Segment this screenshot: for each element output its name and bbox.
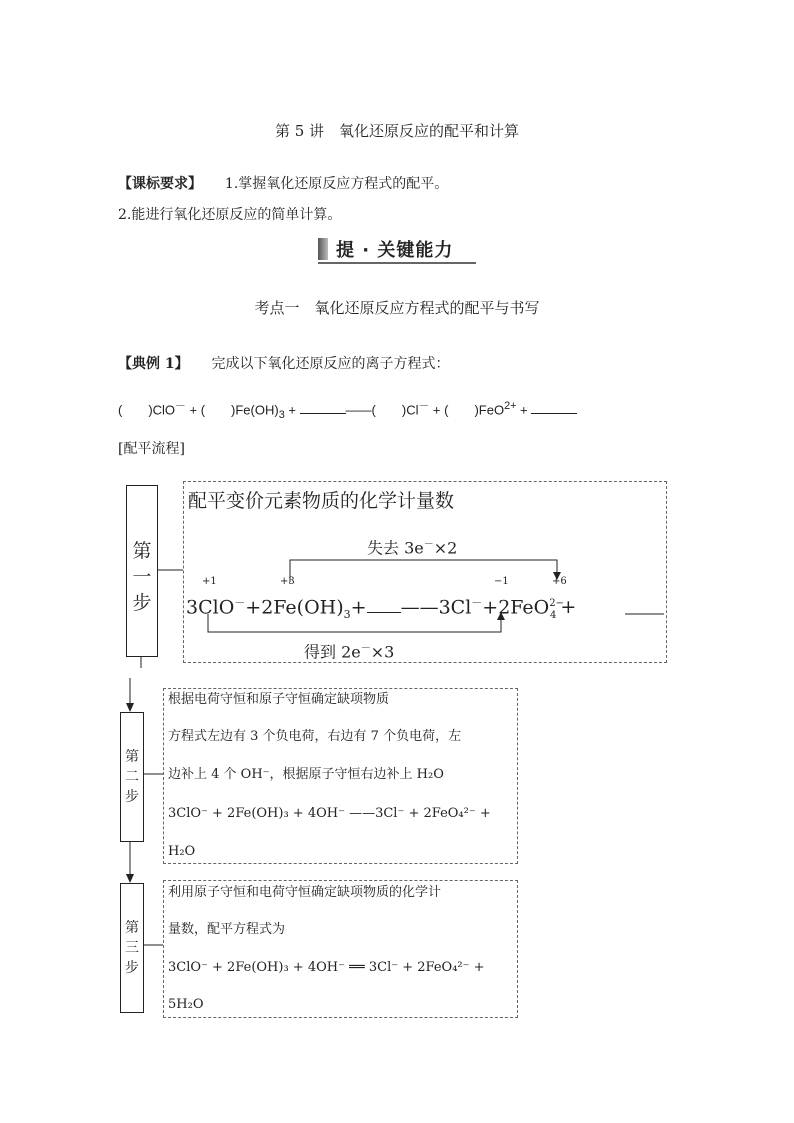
step-label-char: 一	[132, 566, 152, 588]
ox-state: −1	[494, 576, 509, 587]
lose-electron-label: 失去 3e－×2	[367, 538, 458, 558]
step-2-line: 方程式左边有 3 个负电荷，右边有 7 个负电荷，左	[168, 729, 462, 744]
flow-label: [配平流程]	[118, 441, 185, 457]
eq-part: ( )ClO	[118, 402, 176, 418]
eq-part: +	[284, 402, 300, 418]
requirements-label: 【课标要求】	[118, 176, 202, 192]
step-1-heading: 配平变价元素物质的化学计量数	[188, 490, 455, 512]
step-label-char: 步	[125, 960, 139, 976]
step-3-content	[163, 880, 518, 1018]
step-label-char: 步	[125, 789, 139, 805]
example-text: 完成以下氧化还原反应的离子方程式：	[211, 356, 450, 372]
step-label-char: 三	[125, 940, 139, 956]
step-2-line: H₂O	[168, 844, 196, 859]
eq-part: +	[516, 402, 532, 418]
step-3-line: 3ClO⁻ + 2Fe(OH)₃ + 4OH⁻ ══ 3Cl⁻ + 2FeO₄²⁻ +	[168, 960, 485, 975]
eq-sup: －	[418, 400, 430, 412]
step-2-line: 根据电荷守恒和原子守恒确定缺项物质	[168, 692, 390, 707]
eq-part: + ( )FeO	[429, 402, 505, 418]
step-1-box	[126, 485, 158, 657]
step-1-equation: $3ClO^-+2Fe(OH)_3+$ ——3Cl－+2FeO$^{2-}_4$ +	[186, 596, 577, 622]
step-3-label	[121, 918, 143, 978]
banner-text: 提 · 关键能力	[336, 240, 454, 261]
eq-sup: 2+	[504, 400, 517, 412]
step-2-line: 3ClO⁻ + 2Fe(OH)₃ + 4OH⁻ ——3Cl⁻ + 2FeO₄²⁻ +	[168, 806, 491, 821]
answer-blank[interactable]	[367, 602, 401, 613]
arrow-down-icon	[126, 874, 134, 883]
step-3-box	[120, 883, 144, 1013]
requirement-1: 1.掌握氧化还原反应方程式的配平。	[224, 176, 449, 192]
step-2-box	[120, 712, 144, 842]
gain-electron-label: 得到 2e－×3	[304, 642, 395, 662]
step-2-line: 边补上 4 个 OH⁻，根据原子守恒右边补上 H₂O	[168, 767, 444, 782]
arrow-down-icon	[126, 703, 134, 712]
requirement-2: 2.能进行氧化还原反应的简单计算。	[118, 207, 342, 223]
kaodian-heading: 考点一 氧化还原反应方程式的配平与书写	[254, 299, 540, 317]
ox-state: +3	[280, 576, 295, 587]
step-label-char: 二	[125, 769, 139, 785]
step-2-label	[121, 747, 143, 807]
step-label-char: 第	[125, 920, 139, 936]
step-3-line: 量数，配平方程式为	[168, 922, 286, 937]
ox-state: +6	[552, 576, 567, 587]
step-label-char: 第	[125, 749, 139, 765]
step-3-line: 利用原子守恒和电荷守恒确定缺项物质的化学计	[168, 885, 442, 900]
example-label: 【典例 1】	[118, 356, 189, 372]
lesson-title: 第 5 讲 氧化还原反应的配平和计算	[274, 122, 520, 140]
step-1-label	[127, 538, 157, 616]
eq-sub: 3	[278, 408, 285, 421]
step-2-content	[163, 688, 518, 864]
eq-part: + ( )Fe(OH)	[185, 402, 279, 418]
step-1-content	[183, 481, 667, 663]
step-label-char: 第	[132, 540, 152, 562]
eq-sup: －	[175, 400, 186, 412]
step-label-char: 步	[132, 592, 152, 614]
step-3-line: 5H₂O	[168, 997, 204, 1012]
ox-state: +1	[202, 576, 217, 587]
eq-part: ——( )Cl	[345, 402, 419, 418]
